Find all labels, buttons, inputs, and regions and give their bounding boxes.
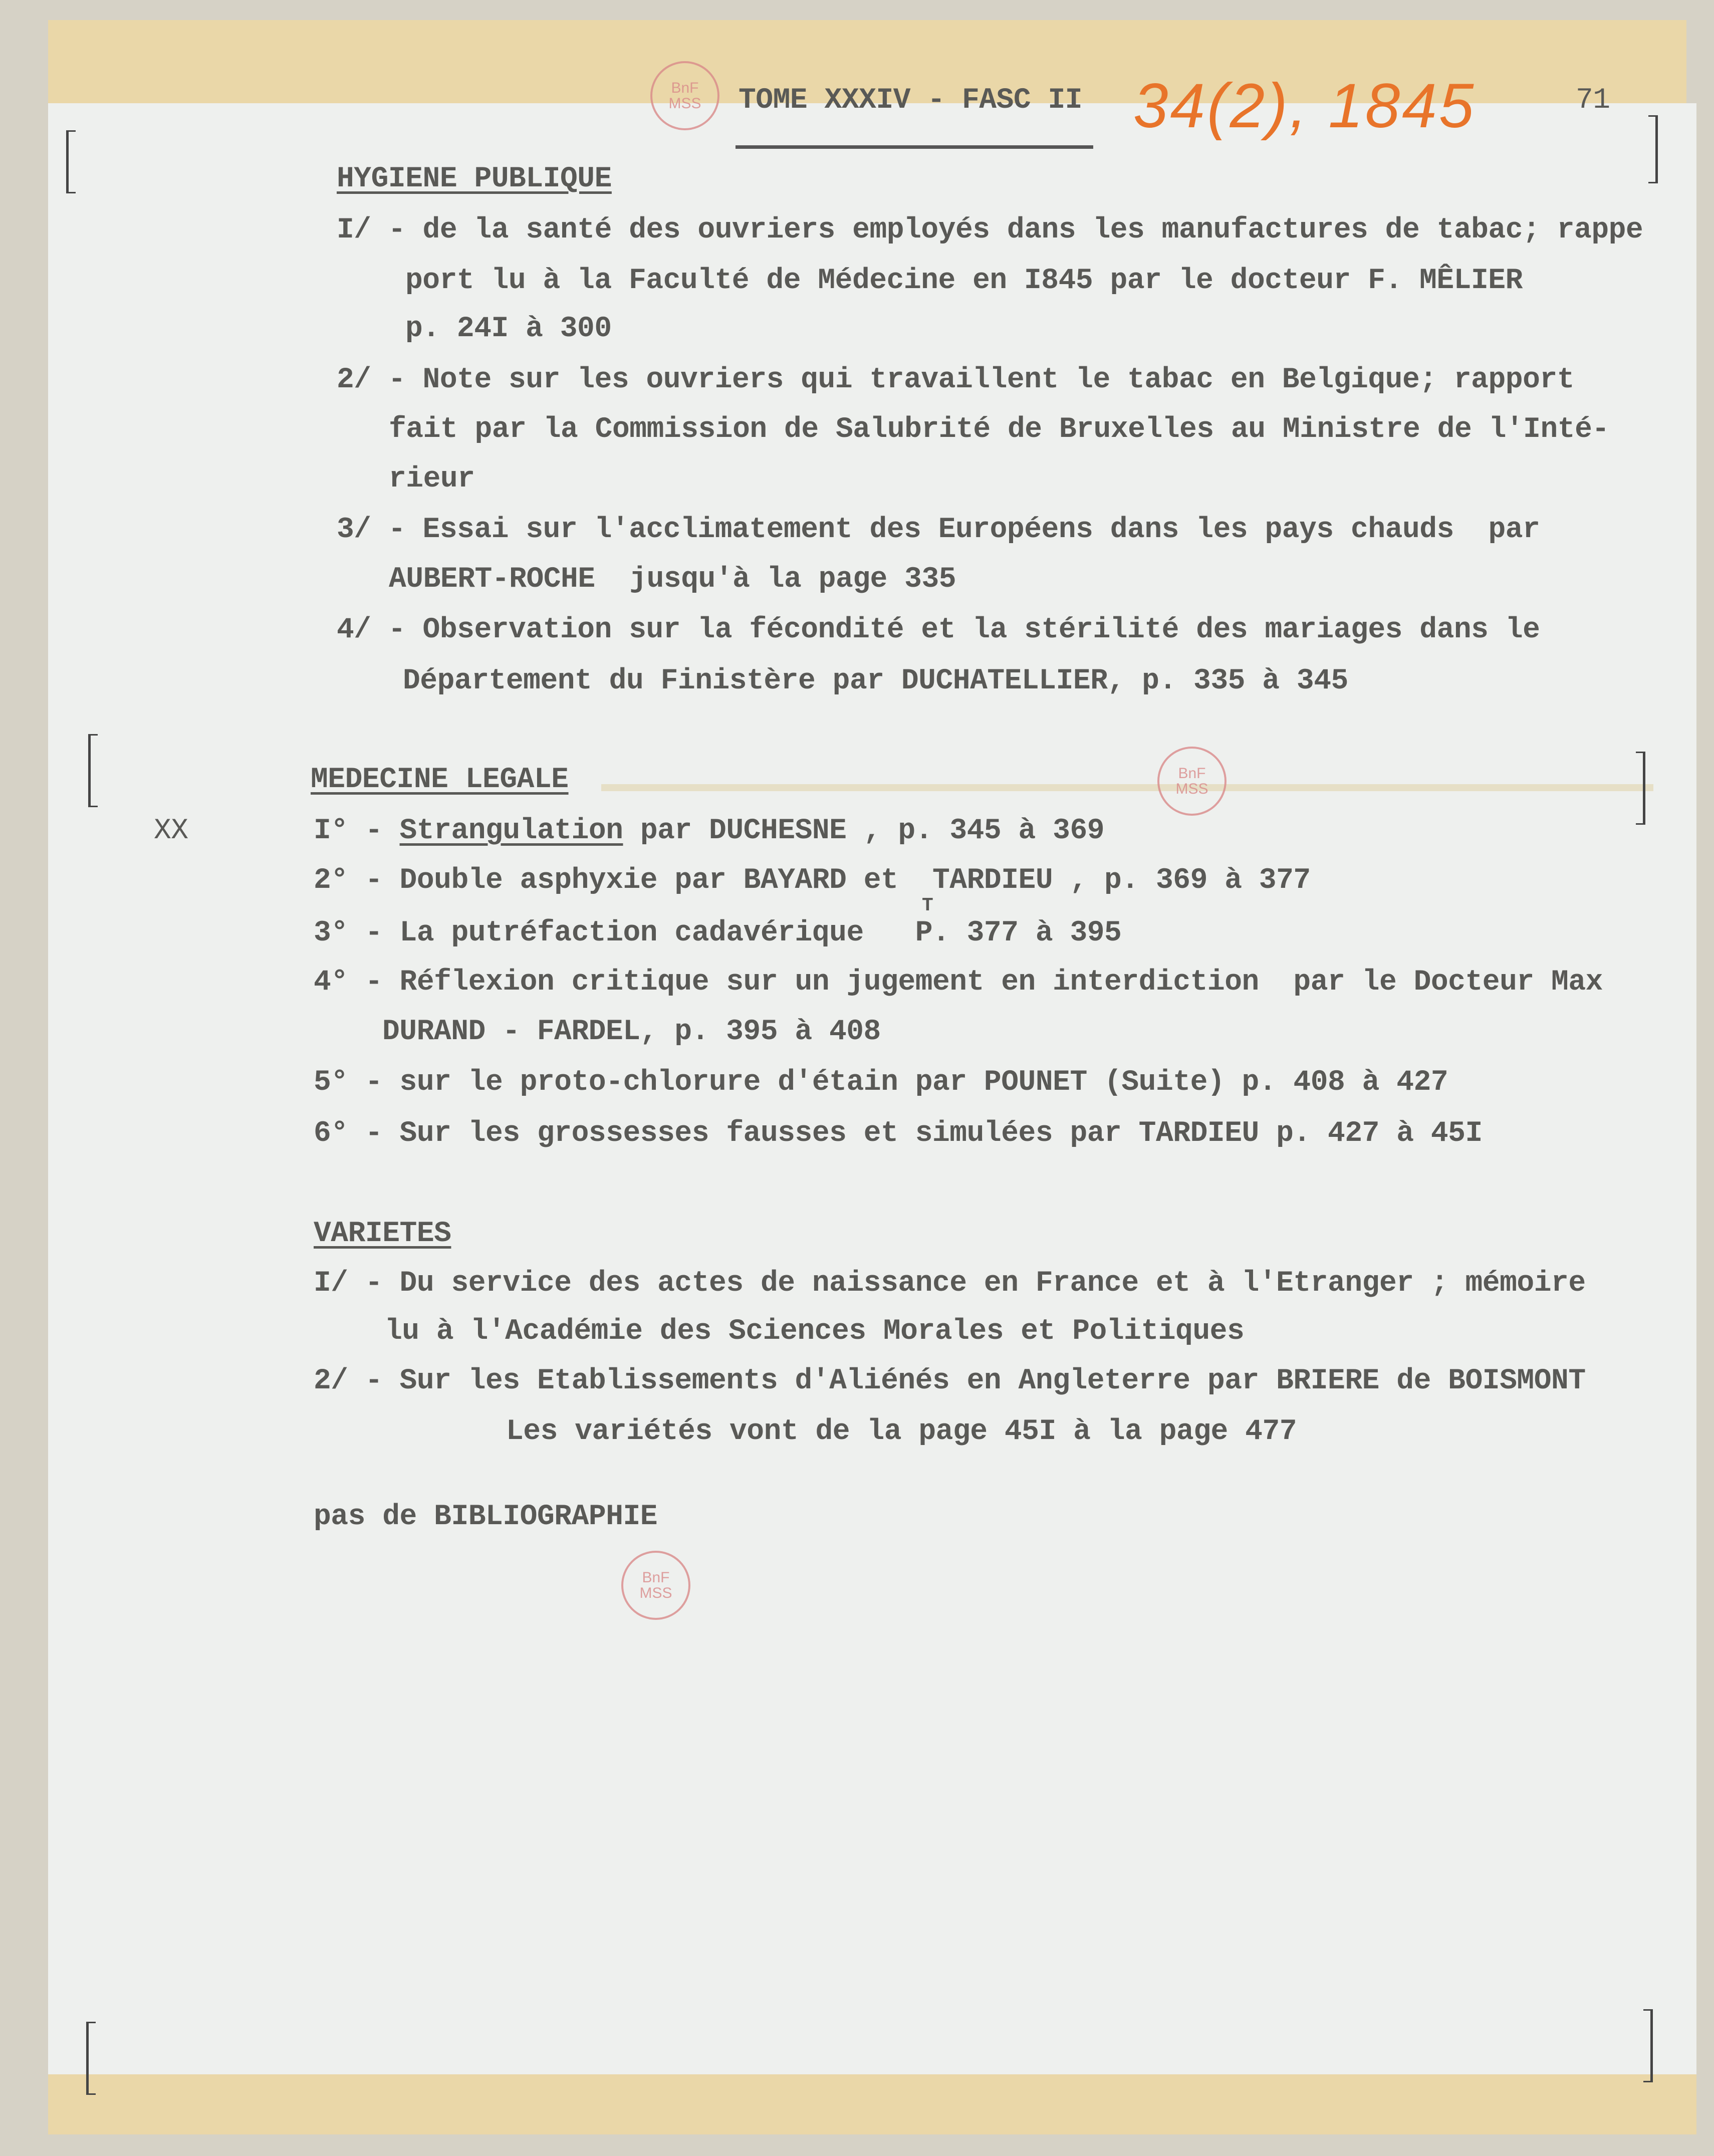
stamp-text: MSS <box>639 1585 672 1601</box>
margin-bracket <box>1636 752 1645 825</box>
underlined-term: Strangulation <box>399 815 623 847</box>
bnf-stamp <box>650 61 719 130</box>
stamp-text: BnF <box>1178 765 1206 782</box>
entry-line: port lu à la Faculté de Médecine en I845 par le docteur F. MÊLIER <box>405 265 1523 297</box>
entry-line: Les variétés vont de la page 45I à la page 477 <box>506 1415 1297 1448</box>
entry-line: DURAND - FARDEL, p. 395 à 408 <box>382 1016 881 1048</box>
margin-note: XX <box>154 815 188 847</box>
entry-prefix: I° - <box>314 815 400 847</box>
sheet-fold-line <box>601 784 1653 791</box>
entry-line: Département du Finistère par DUCHATELLIER, p. 335 à 345 <box>403 665 1348 697</box>
entry-line: I/ - de la santé des ouvriers employés dans les manufactures de tabac; rappe <box>337 214 1643 247</box>
margin-bracket <box>1643 2009 1653 2082</box>
entry-line: AUBERT-ROCHE jusqu'à la page 335 <box>389 563 956 596</box>
margin-bracket <box>88 734 98 807</box>
title-rule <box>736 145 1093 149</box>
entry-line: 4° - Réflexion critique sur un jugement en interdiction par le Docteur Max <box>314 966 1603 999</box>
stamp-text: BnF <box>642 1569 670 1586</box>
entry-line: rieur <box>389 463 475 496</box>
entry-text: par DUCHESNE , p. 345 à 369 <box>623 815 1105 847</box>
entry-line: 2/ - Sur les Etablissements d'Aliénés en Angleterre par BRIERE de BOISMONT <box>314 1365 1586 1397</box>
page-number: 71 <box>1576 84 1610 117</box>
section-heading-hygiene: HYGIENE PUBLIQUE <box>337 163 612 195</box>
entry-line: 3/ - Essai sur l'acclimatement des Européens dans les pays chauds par <box>337 514 1540 546</box>
entry-line: 5° - sur le proto-chlorure d'étain par POUNET (Suite) p. 408 à 427 <box>314 1066 1448 1099</box>
stamp-text: BnF <box>671 79 699 96</box>
entry-line: 2/ - Note sur les ouvriers qui travaillent le tabac en Belgique; rapport <box>337 364 1575 396</box>
document-title: TOME XXXIV - FASC II <box>739 84 1083 117</box>
entry-line: 2° - Double asphyxie par BAYARD et TARDIEU , p. 369 à 377 <box>314 864 1311 897</box>
entry-line: 6° - Sur les grossesses fausses et simulées par TARDIEU p. 427 à 45I <box>314 1117 1483 1150</box>
entry-line <box>314 817 1104 846</box>
stamp-text: MSS <box>668 95 701 112</box>
bnf-stamp <box>621 1551 690 1620</box>
entry-line: lu à l'Académie des Sciences Morales et Politiques <box>385 1315 1245 1348</box>
entry-line: 4/ - Observation sur la fécondité et la stérilité des mariages dans le <box>337 614 1540 646</box>
margin-bracket <box>66 130 76 193</box>
entry-line: fait par la Commission de Salubrité de Bruxelles au Ministre de l'Inté- <box>389 413 1609 446</box>
entry-line: 3° - La putréfaction cadavérique P. 377 à 395 <box>314 917 1122 949</box>
bnf-stamp <box>1157 747 1227 816</box>
margin-bracket <box>86 2022 96 2095</box>
handwritten-reference: 34(2), 1845 <box>1133 71 1476 141</box>
bottom-tan-strip <box>48 2074 1696 2134</box>
entry-line: p. 24I à 300 <box>405 313 612 345</box>
margin-bracket <box>1648 115 1658 183</box>
section-heading-varietes: VARIETES <box>314 1218 451 1250</box>
stamp-text: MSS <box>1175 781 1208 797</box>
entry-line: I/ - Du service des actes de naissance en France et à l'Etranger ; mémoire <box>314 1267 1586 1300</box>
footer-note: pas de BIBLIOGRAPHIE <box>314 1501 658 1533</box>
section-heading-medecine: MEDECINE LEGALE <box>311 764 569 796</box>
overstrike-letter: T <box>922 895 933 916</box>
